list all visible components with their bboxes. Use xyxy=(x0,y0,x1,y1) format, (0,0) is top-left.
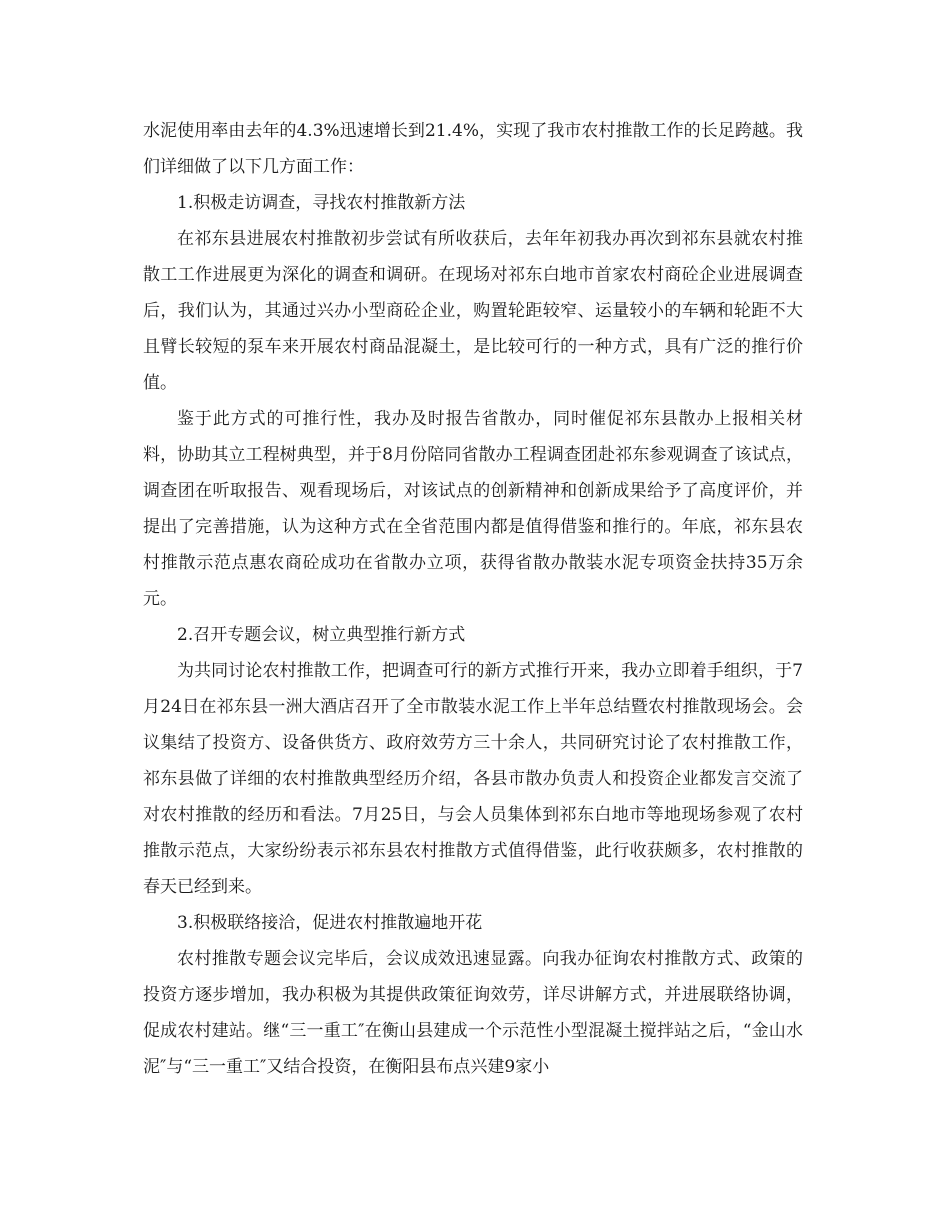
section-heading-2: 2.召开专题会议，树立典型推行新方式 xyxy=(177,625,466,645)
document-body xyxy=(143,113,803,1085)
paragraph-body: 为共同讨论农村推散工作，把调查可行的新方式推行开来，我办立即着手组织，于7月24日在祁东县一洲大酒店召开了全市散装水泥工作上半年总结暨农村推散现场会。会议集结了投资方、设备供货方、政府效劳方三十余人，共同研究讨论了农村推散工作，祁东县做了详细的农村推散典型经历介绍，各县市散办负责人和投资企业都发言交流了对农村推散的经历和看法。7月25日，与会人员集体到祁东白地市等地现场参观了农村推散示范点，大家纷纷表示祁东县农村推散方式值得借鉴，此行收获颇多，农村推散的春天已经到来。 xyxy=(143,661,803,897)
paragraph-body: 在祁东县进展农村推散初步尝试有所收获后，去年年初我办再次到祁东县就农村推散工工作进展更为深化的调查和调研。在现场对祁东白地市首家农村商砼企业进展调查后，我们认为，其通过兴办小型商砼企业，购置轮距较窄、运量较小的车辆和轮距不大且臂长较短的泵车来开展农村商品混凝土，是比较可行的一种方式，具有广泛的推行价值。 xyxy=(143,229,803,393)
section-heading-3: 3.积极联络接洽，促进农村推散遍地开花 xyxy=(177,913,483,933)
section-heading-1: 1.积极走访调查，寻找农村推散新方法 xyxy=(177,193,466,213)
paragraph-body: 鉴于此方式的可推行性，我办及时报告省散办，同时催促祁东县散办上报相关材料，协助其立工程树典型，并于8月份陪同省散办工程调查团赴祁东参观调查了该试点，调查团在听取报告、观看现场后，对该试点的创新精神和创新成果给予了高度评价，并提出了完善措施，认为这种方式在全省范围内都是值得借鉴和推行的。年底，祁东县农村推散示范点惠农商砼成功在省散办立项，获得省散办散装水泥专项资金扶持35万余元。 xyxy=(143,409,803,609)
paragraph-continuation: 水泥使用率由去年的4.3%迅速增长到21.4%，实现了我市农村推散工作的长足跨越。我们详细做了以下几方面工作： xyxy=(143,121,803,177)
paragraph-body: 农村推散专题会议完毕后，会议成效迅速显露。向我办征询农村推散方式、政策的投资方逐步增加，我办积极为其提供政策征询效劳，详尽讲解方式，并进展联络协调，促成农村建站。继“三一重工″在衡山县建成一个示范性小型混凝土搅拌站之后，“金山水泥″与“三一重工″又结合投资，在衡阳县布点兴建9家小 xyxy=(143,949,803,1077)
